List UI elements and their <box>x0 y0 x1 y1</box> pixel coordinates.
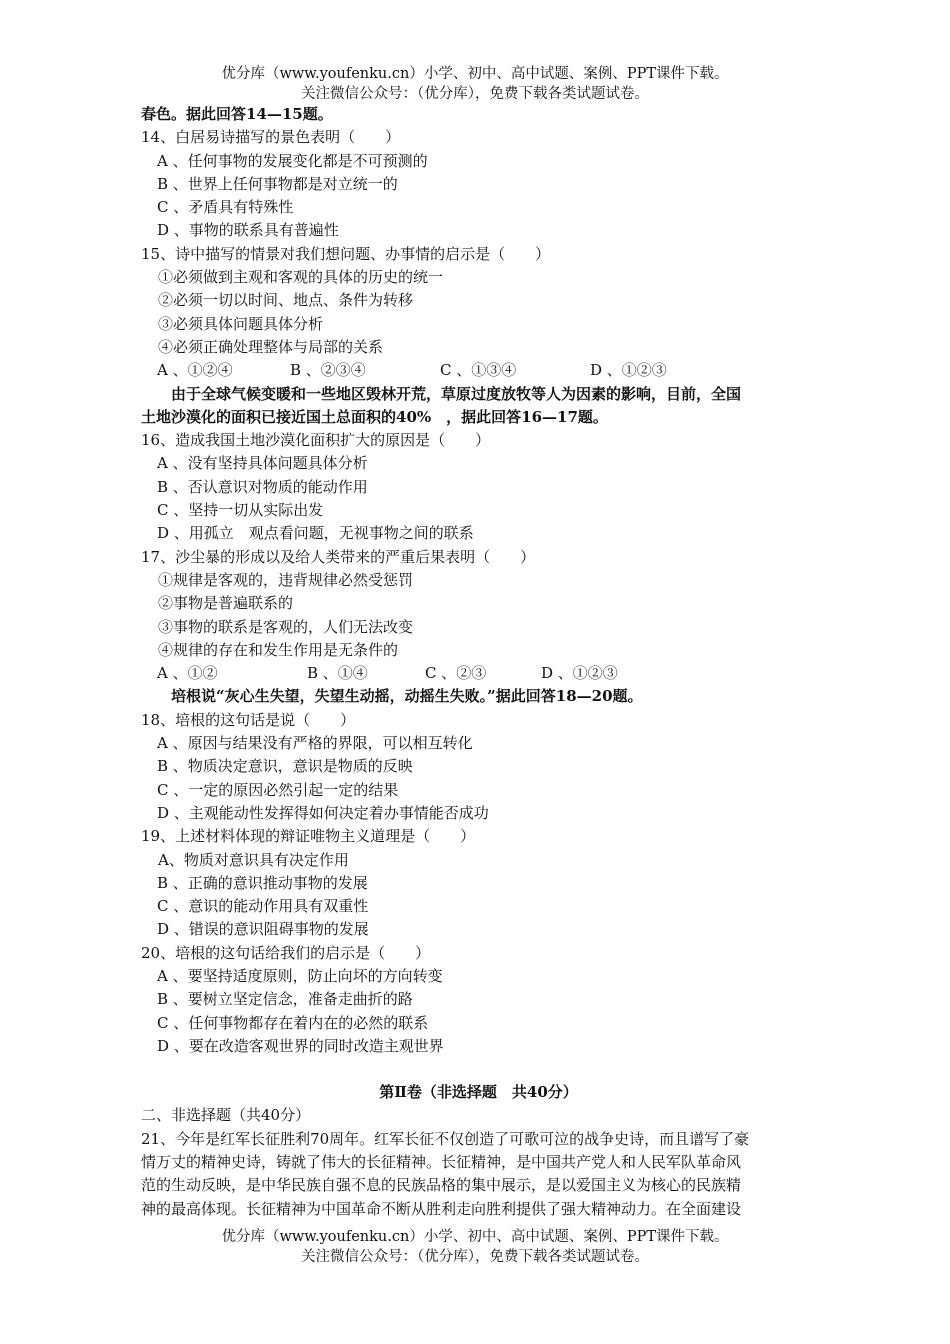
part2-subtitle: 二、非选择题（共40分） <box>141 1106 311 1125</box>
intro-16-17-line-1: 由于全球气候变暖和一些地区毁林开荒，草原过度放牧等人为因素的影响，目前，全国 <box>171 384 742 403</box>
q18-option-a: A 、原因与结果没有严格的界限，可以相互转化 <box>157 734 473 753</box>
q20-option-a: A 、要坚持适度原则，防止向坏的方向转变 <box>157 966 443 985</box>
intro-18-20: 培根说“灰心生失望，失望生动摇，动摇生失败。”据此回答18—20题。 <box>171 687 643 706</box>
q16-stem: 16、造成我国土地沙漠化面积扩大的原因是（ ） <box>141 431 491 450</box>
q20-option-c: C 、任何事物都存在着内在的必然的联系 <box>157 1013 429 1032</box>
part2-title: 第Ⅱ卷（非选择题 共40分） <box>379 1083 578 1102</box>
intro-14-15: 春色。据此回答14—15题。 <box>141 105 333 123</box>
q17-item-2: ②事物是普遍联系的 <box>158 594 294 613</box>
q18-option-b: B 、物质决定意识，意识是物质的反映 <box>157 757 413 776</box>
q15-item-4: ④必须正确处理整体与局部的关系 <box>158 337 384 356</box>
q15-choice-d: D 、①②③ <box>590 361 667 380</box>
q16-option-c: C 、坚持一切从实际出发 <box>157 501 324 520</box>
q18-stem: 18、培根的这句话是说（ ） <box>141 710 356 729</box>
q17-choice-c: C 、②③ <box>425 664 487 683</box>
q16-option-a: A 、没有坚持具体问题具体分析 <box>157 454 368 473</box>
q17-choices <box>141 662 816 685</box>
q16-option-d: D 、用孤立 观点看问题，无视事物之间的联系 <box>157 524 474 543</box>
exam-content <box>141 103 816 1221</box>
q17-choice-d: D 、①②③ <box>541 664 618 683</box>
q20-option-d: D 、要在改造客观世界的同时改造主观世界 <box>157 1036 444 1055</box>
q14-option-c: C 、矛盾具有特殊性 <box>157 198 294 217</box>
q16-option-b: B 、否认意识对物质的能动作用 <box>157 477 368 496</box>
q17-choice-a: A 、①② <box>157 664 218 683</box>
q20-stem: 20、培根的这句话给我们的启示是（ ） <box>141 943 431 962</box>
page-footer <box>0 1227 950 1267</box>
q17-item-1: ①规律是客观的，违背规律必然受惩罚 <box>158 570 414 589</box>
q15-item-3: ③必须具体问题具体分析 <box>158 314 324 333</box>
q14-stem: 14、白居易诗描写的景色表明（ ） <box>141 128 401 147</box>
q20-option-b: B 、要树立坚定信念，准备走曲折的路 <box>157 990 413 1009</box>
q15-choice-b: B 、②③④ <box>290 361 366 380</box>
intro-16-17-line-2: 土地沙漠化的面积已接近国土总面积的40% ，据此回答16—17题。 <box>141 407 608 426</box>
q17-choice-b: B 、①④ <box>307 664 368 683</box>
q15-choices <box>141 359 816 382</box>
q15-stem: 15、诗中描写的情景对我们想问题、办事情的启示是（ ） <box>141 244 551 263</box>
q17-stem: 17、沙尘暴的形成以及给人类带来的严重后果表明（ ） <box>141 547 536 566</box>
q15-choice-c: C 、①③④ <box>440 361 517 380</box>
header-line-1: 优分库（www.youfenku.cn）小学、初中、高中试题、案例、PPT课件下载。 <box>221 66 729 82</box>
q15-item-2: ②必须一切以时间、地点、条件为转移 <box>158 291 414 310</box>
q19-option-c: C 、意识的能动作用具有双重性 <box>157 897 369 916</box>
q14-option-b: B 、世界上任何事物都是对立统一的 <box>157 174 398 193</box>
q19-option-d: D 、错误的意识阻碍事物的发展 <box>157 920 369 939</box>
q18-option-d: D 、主观能动性发挥得如何决定着办事情能否成功 <box>157 803 489 822</box>
footer-line-2: 关注微信公众号：（优分库），免费下载各类试题试卷。 <box>301 1249 649 1265</box>
q15-item-1: ①必须做到主观和客观的具体的历史的统一 <box>158 268 444 287</box>
q17-item-3: ③事物的联系是客观的，人们无法改变 <box>158 617 414 636</box>
header-line-2: 关注微信公众号：（优分库），免费下载各类试题试卷。 <box>301 86 649 102</box>
q15-choice-a: A 、①②④ <box>157 361 233 380</box>
q14-option-a: A 、任何事物的发展变化都是不可预测的 <box>157 151 428 170</box>
footer-line-1: 优分库（www.youfenku.cn）小学、初中、高中试题、案例、PPT课件下载。 <box>221 1229 729 1245</box>
q14-option-d: D 、事物的联系具有普遍性 <box>157 221 339 240</box>
q21-line-1: 21、今年是红军长征胜利70周年。红军长征不仅创造了可歌可泣的战争史诗，而且谱写了豪 <box>141 1129 750 1148</box>
q19-option-b: B 、正确的意识推动事物的发展 <box>157 873 368 892</box>
q19-option-a: A、物质对意识具有决定作用 <box>158 850 349 869</box>
page-header <box>0 64 950 104</box>
q17-item-4: ④规律的存在和发生作用是无条件的 <box>158 640 399 659</box>
q18-option-c: C 、一定的原因必然引起一定的结果 <box>157 780 399 799</box>
q21-line-4: 神的最高体现。长征精神为中国革命不断从胜利走向胜利提供了强大精神动力。在全面建设 <box>141 1199 742 1218</box>
q21-line-2: 情万丈的精神史诗，铸就了伟大的长征精神。长征精神，是中国共产党人和人民军队革命风 <box>141 1153 742 1172</box>
q21-line-3: 范的生动反映，是中华民族自强不息的民族品格的集中展示，是以爱国主义为核心的民族精 <box>141 1176 742 1195</box>
q19-stem: 19、上述材料体现的辩证唯物主义道理是（ ） <box>141 827 476 846</box>
